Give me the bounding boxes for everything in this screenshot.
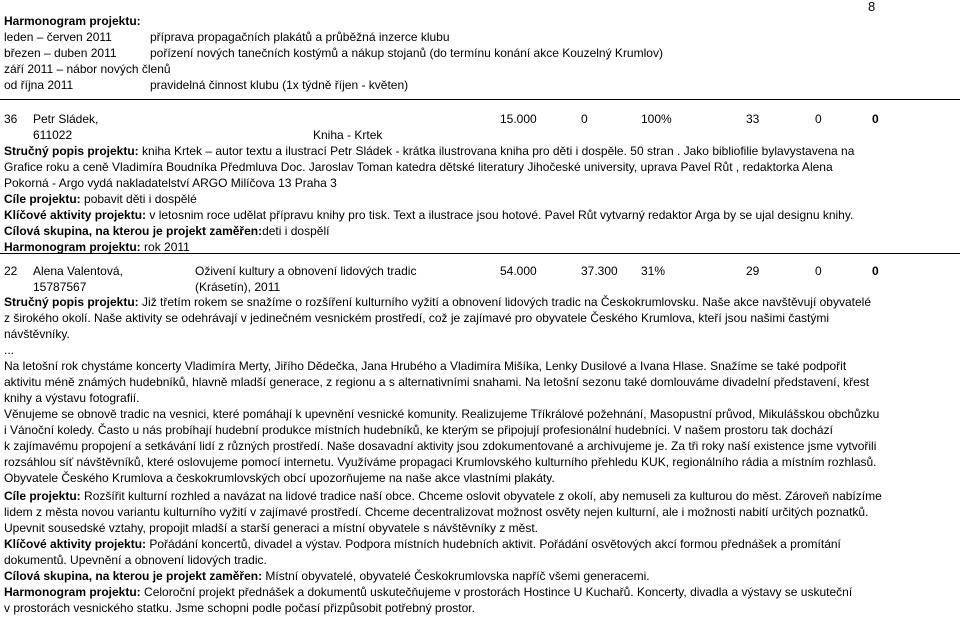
text-line: Upevnit sousedské vztahy, propojit mladší a starší generaci a místní obyvatele s návštěvníky z měst. [4, 521, 539, 535]
entry-number: 22 [4, 264, 18, 278]
text-line: dokumentů. Upevnění a obnovení lidových tradic. [4, 553, 267, 567]
top-row-when: březen – duben 2011 [4, 46, 117, 60]
top-row-what: příprava propagačních plakátů a průběžná inzerce klubu [150, 30, 450, 44]
text-line: Klíčové aktivity projektu: Pořádání koncertů, divadel a výstav. Podpora místních hudebních aktivit. Pořádání osvětových akcí formou přednášek a promítání [4, 537, 841, 551]
text-line: v prostorách vesnického statku. Jsme schopni podle počasí přizpůsobit potřebný prostor. [4, 601, 475, 615]
text-line: Stručný popis projektu: Již třetím rokem se snažíme o rozšíření kulturního vyžití a obnovení lidových tradic na Českokrumlovsku. Naše akce navštěvují obyvatelé [4, 295, 872, 309]
column-value: 0 [815, 264, 822, 278]
divider [0, 99, 960, 100]
top-heading: Harmonogram projektu: [4, 14, 141, 28]
entry-description [4, 294, 879, 486]
points: 33 [746, 112, 760, 126]
amount-requested: 54.000 [500, 264, 537, 278]
text-line: Věnujeme se obnově tradic na vesnici, které pomáhají k upevnění vesnické komunity. Realizujeme Tříkrálové požehnání, Masopustní průvod, Mikulášskou obchůzku [4, 407, 880, 421]
text-line: Cíle projektu: Rozšířit kulturní rozhled a navázat na lidové tradice naší obce. Chceme oslovit obyvatele z okolí, aby nemuseli za kulturou do měst. Zároveň nabízíme [4, 489, 882, 503]
top-row-when: od října 2011 [4, 78, 74, 92]
text-line: Cílová skupina, na kterou je projekt zaměřen: Místní obyvatelé, obyvatelé Českokrumlovska napříč všemi generacemi. [4, 569, 650, 583]
text-line: Stručný popis projektu: kniha Krtek – autor textu a ilustrací Petr Sládek - krátka ilustrovana kniha pro děti i dospěle. 50 stran . Jako bibliofilie bylavystavena na [4, 144, 855, 158]
column-value: 0 [872, 112, 879, 126]
text-line: Pokorná - Argo vydá nakladatelství ARGO Milíčova 13 Praha 3 [4, 176, 337, 190]
text-line: ... [4, 343, 15, 357]
text-line: Cílová skupina, na kterou je projekt zaměřen:deti i dospělí [4, 224, 330, 238]
text-line: návštěvníky. [4, 327, 70, 341]
text-line: k zajímavému propojení a setkávání lidí z různých prostředí. Naše dosavadní aktivity jsou zdokumentované a archivujeme je. Za tři roky naší existence jsme vytvořili [4, 439, 877, 453]
top-row-when: leden – červen 2011 [4, 30, 112, 44]
percent: 100% [641, 112, 672, 126]
project-name: Kniha - Krtek [313, 128, 383, 142]
text-line: knihy a výstavu fotografií. [4, 391, 140, 405]
text-line: aktivitu méně známých hudebníků, hlavně mladší generace, z regionu a s alternativními snahami. Na letošní sezonu také domlouváme divadelní představení, křest [4, 375, 870, 389]
amount-requested: 15.000 [500, 112, 537, 126]
applicant-id: 611022 [33, 128, 73, 142]
text-line: Grafice roku a ceně Vladimíra Boudníka Předmluva Doc. Jaroslav Toman katedra dětské literatury Jihočeské university, uprava Pavel Růt , redaktorka Alena [4, 160, 833, 174]
entry-number: 36 [4, 112, 18, 126]
text-line: Obyvatele Českého Krumlova a českokrumlovských obcí upozorňujeme na naše akce vlastními plakáty. [4, 471, 555, 485]
applicant-name: Alena Valentová, [33, 264, 123, 278]
text-line: lidem z města novou variantu kulturního vyžití v zajímavé prostředí. Chceme decentralizovat možnost osvěty nejen kulturní, ale i možnosti nabití určitých poznatků. [4, 505, 869, 519]
project-name-line2: (Krásetín), 2011 [195, 280, 281, 294]
percent: 31% [641, 264, 666, 278]
column-value: 0 [872, 264, 879, 278]
points: 29 [746, 264, 760, 278]
project-name-line1: Oživení kultury a obnovení lidových tradic [195, 264, 417, 278]
entry-goals [4, 488, 882, 616]
text-line: Na letošní rok chystáme koncerty Vladimíra Merty, Jiřího Dědečka, Jana Hrubého a Vladimíra Mišíka, Lenky Dusilové a Ivana Hlase. Snažíme se také podpořit [4, 359, 847, 373]
text-line: rozsáhlou síť návštěvníků, které oslovujeme pomocí internetu. Využíváme propagaci Krumlovského kulturního přehledu KUK, regionálního rádia a místním rozhlasů. [4, 455, 877, 469]
column-value: 0 [815, 112, 822, 126]
top-row-when: září 2011 – nábor nových členů [4, 62, 171, 76]
top-row-what: pravidelná činnost klubu (1x týdně říjen - květen) [150, 78, 409, 92]
entry-description [4, 143, 854, 255]
divider [0, 253, 960, 254]
applicant-name: Petr Sládek, [33, 112, 99, 126]
text-line: i Vánoční koledy. Často u nás probíhají hudební produkce místních hudebníků, ke kterým se připojují profesionální hudebníci. V našem prostoru tak dochází [4, 423, 833, 437]
applicant-id: 15787567 [33, 280, 87, 294]
top-row-what: pořízení nových tanečních kostýmů a nákup stojanů (do termínu konání akce Kouzelný Krumlov) [150, 46, 663, 60]
text-line: z širokého okolí. Naše aktivity se odehrávají v jedinečném vesnickém prostředí, což je zajímavé pro obyvatele Českého Krumlova, kteří jsou našimi častými [4, 311, 830, 325]
text-line: Klíčové aktivity projektu: v letosnim roce udělat přípravu knihy pro tisk. Text a ilustrace jsou hotové. Pavel Růt vytvarný redaktor Arga by se ujal designu knihy. [4, 208, 854, 222]
page-number: 8 [868, 0, 876, 14]
amount-granted: 37.300 [581, 264, 618, 278]
amount-granted: 0 [581, 112, 588, 126]
text-line: Cíle projektu: pobavit děti i dospělé [4, 192, 197, 206]
text-line: Harmonogram projektu: rok 2011 [4, 240, 190, 254]
text-line: Harmonogram projektu: Celoroční projekt přednášek a dokumentů uskutečňujeme v prostorách Hostince U Kuchařů. Koncerty, divadla a výstavy se uskuteční [4, 585, 853, 599]
